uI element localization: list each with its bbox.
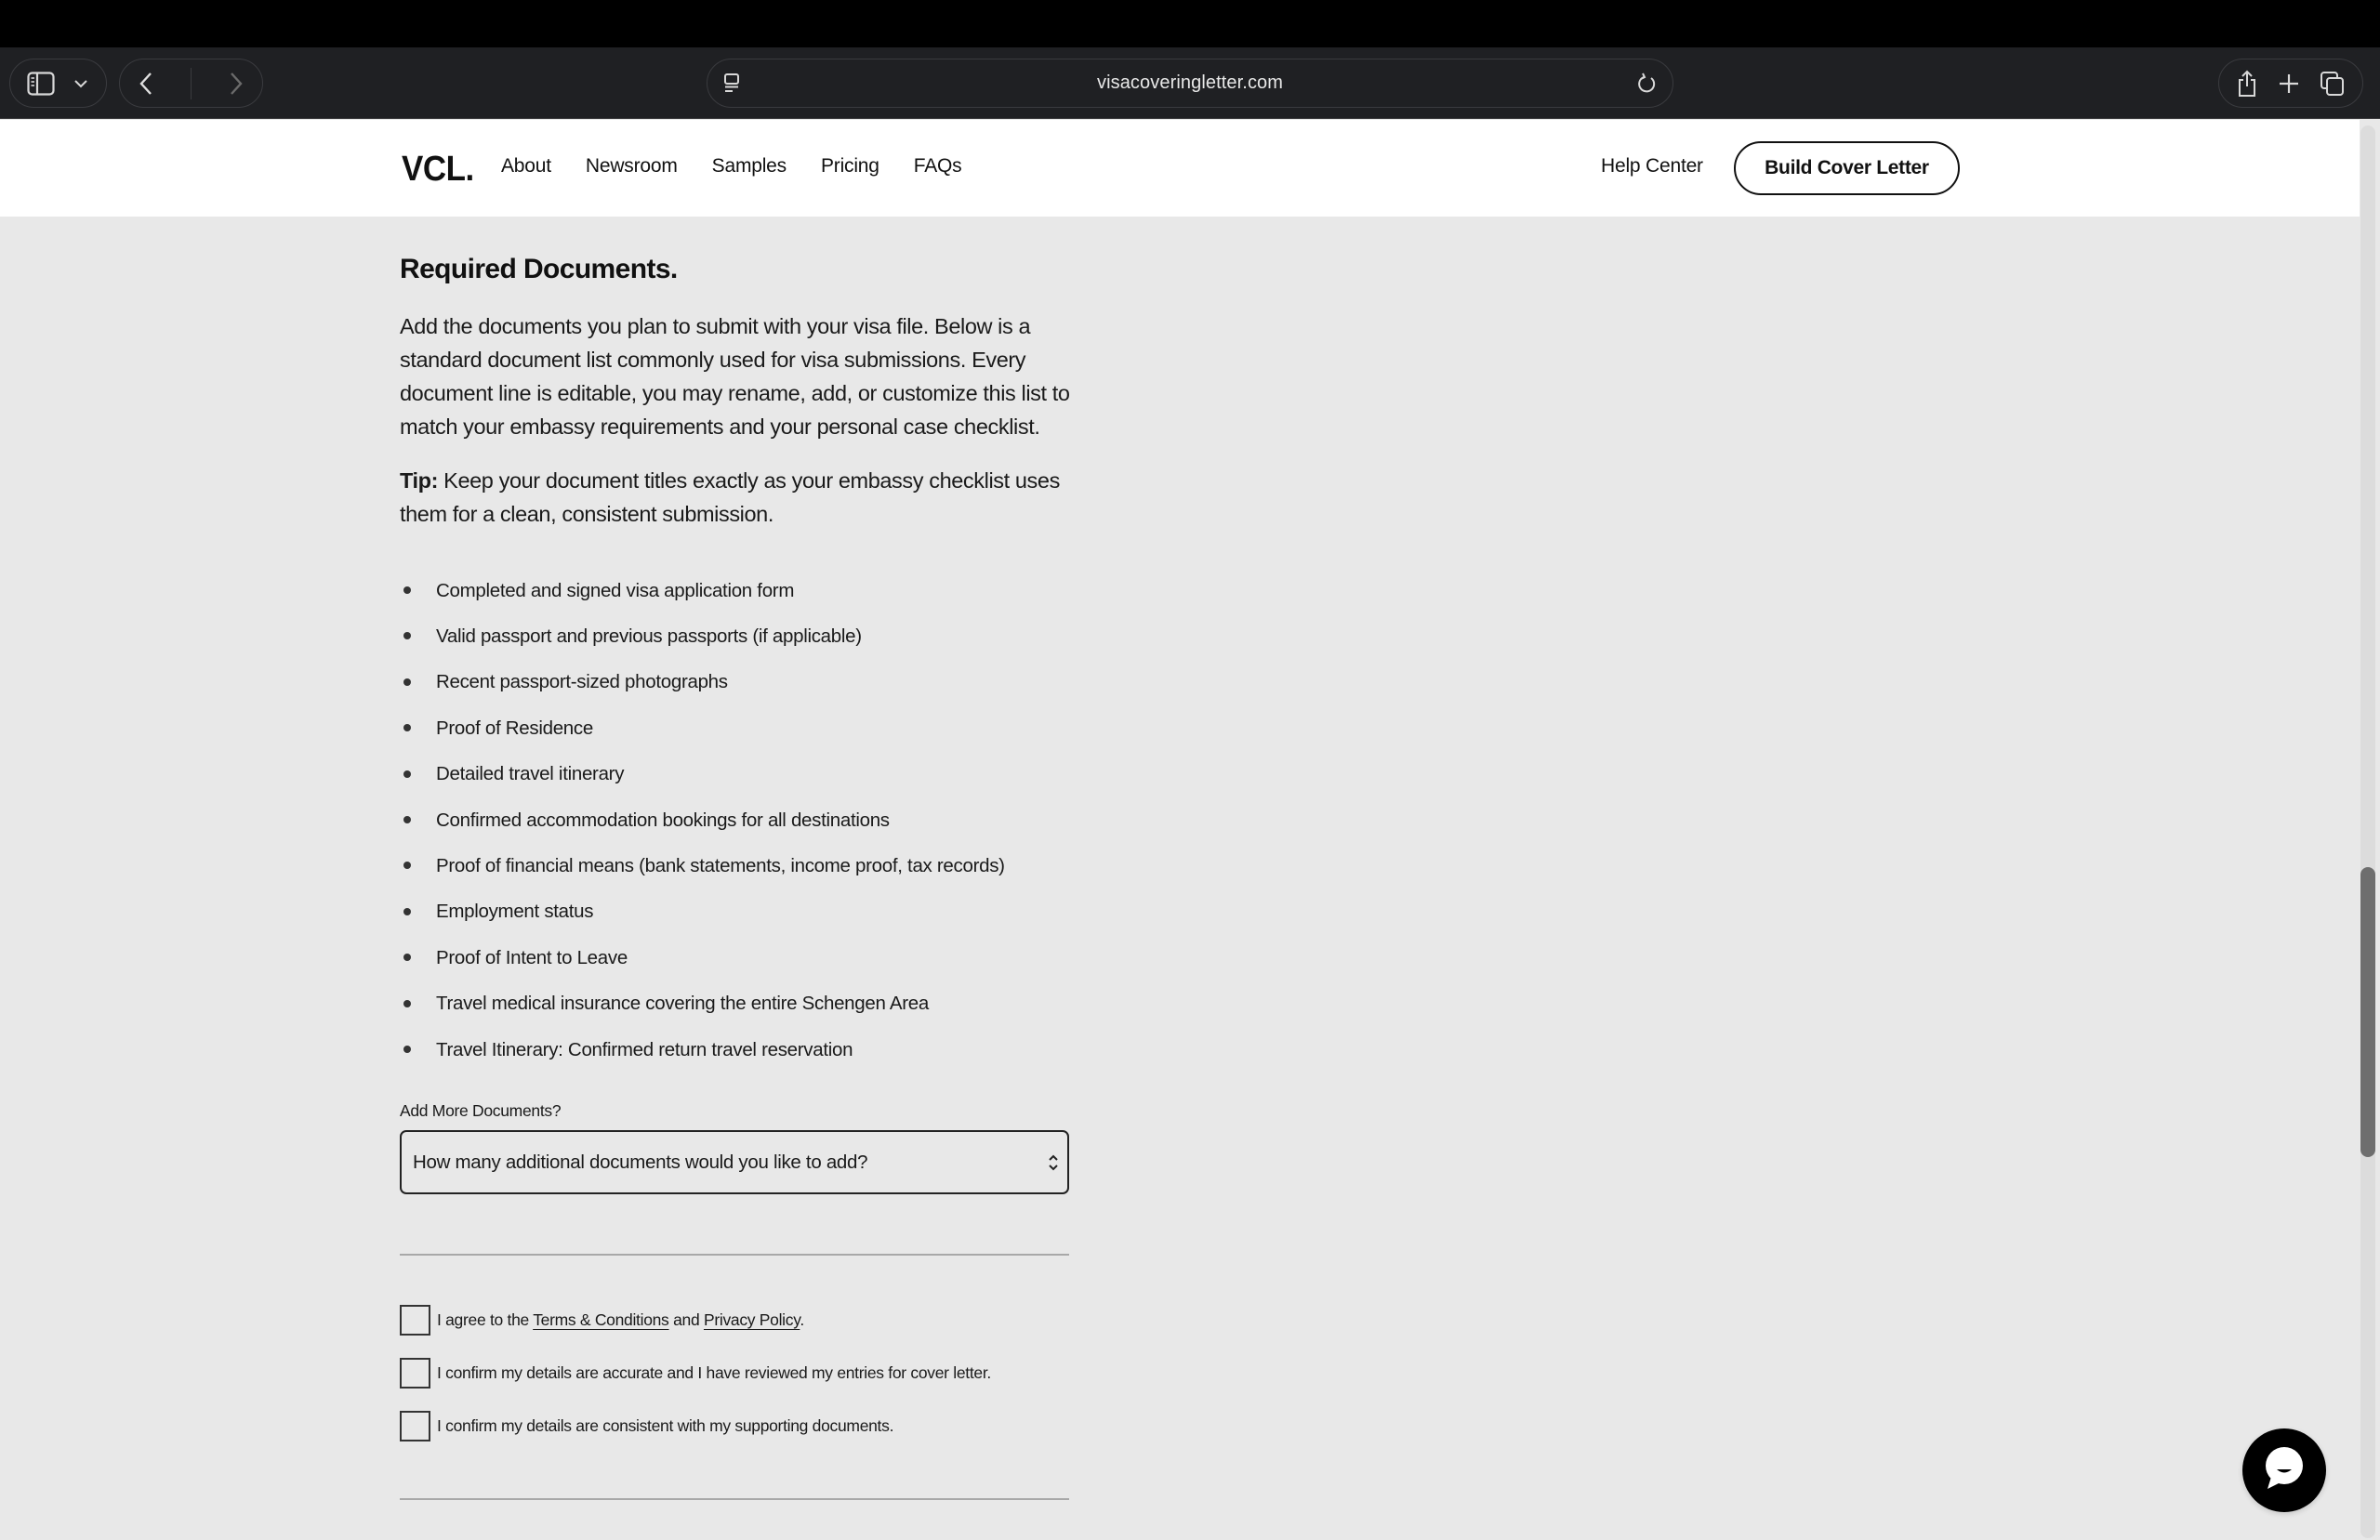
address-bar[interactable] bbox=[707, 59, 1673, 108]
consent-consistent[interactable] bbox=[400, 1411, 893, 1441]
tip-paragraph bbox=[400, 464, 1088, 531]
consistent-label: I confirm my details are consistent with my supporting documents. bbox=[437, 1416, 894, 1435]
sidebar-toggle-group[interactable] bbox=[9, 59, 107, 108]
privacy-policy-link[interactable]: Privacy Policy bbox=[703, 1310, 800, 1329]
bullet-icon bbox=[403, 816, 411, 823]
reload-icon[interactable] bbox=[1637, 72, 1658, 95]
bullet-icon bbox=[403, 1046, 411, 1053]
tab-overview-icon[interactable] bbox=[2320, 71, 2346, 97]
consent-accurate[interactable] bbox=[400, 1358, 991, 1389]
additional-documents-select[interactable] bbox=[400, 1130, 1069, 1194]
url-text: visacoveringletter.com bbox=[1096, 72, 1284, 93]
tip-text: Keep your document titles exactly as your embassy checklist uses them for a clean, consistent submission. bbox=[400, 468, 1060, 526]
share-icon[interactable] bbox=[2236, 70, 2258, 98]
nav-link-newsroom[interactable]: Newsroom bbox=[585, 155, 678, 177]
consent-terms[interactable] bbox=[400, 1305, 804, 1336]
accurate-checkbox[interactable] bbox=[400, 1358, 430, 1389]
section-divider bbox=[400, 1254, 1069, 1256]
list-item[interactable]: Recent passport-sized photographs bbox=[400, 660, 1005, 705]
nav-link-samples[interactable]: Samples bbox=[711, 155, 787, 177]
bullet-icon bbox=[403, 954, 411, 961]
select-chevron-icon bbox=[1047, 1152, 1060, 1178]
list-item[interactable]: Confirmed accommodation bookings for all destinations bbox=[400, 797, 1005, 843]
list-item[interactable]: Proof of financial means (bank statements, income proof, tax records) bbox=[400, 843, 1005, 888]
list-item[interactable]: Completed and signed visa application form bbox=[400, 568, 1005, 613]
scrollbar-thumb[interactable] bbox=[2360, 867, 2375, 1157]
main-nav bbox=[501, 155, 961, 178]
list-item[interactable]: Travel medical insurance covering the entire Schengen Area bbox=[400, 981, 1005, 1027]
chat-launcher-button[interactable] bbox=[2242, 1428, 2326, 1512]
plus-icon[interactable] bbox=[2278, 72, 2300, 95]
nav-link-faqs[interactable]: FAQs bbox=[913, 155, 962, 177]
build-cover-letter-button[interactable]: Build Cover Letter bbox=[1734, 141, 1960, 195]
add-more-documents-label: Add More Documents? bbox=[400, 1101, 562, 1120]
list-item[interactable]: Proof of Residence bbox=[400, 705, 1005, 751]
site-header bbox=[0, 120, 2360, 217]
list-item[interactable]: Proof of Intent to Leave bbox=[400, 935, 1005, 981]
select-value: How many additional documents would you like to add? bbox=[413, 1151, 868, 1173]
terms-checkbox[interactable] bbox=[400, 1305, 430, 1336]
list-item[interactable]: Valid passport and previous passports (if applicable) bbox=[400, 613, 1005, 659]
list-item[interactable]: Travel Itinerary: Confirmed return travel reservation bbox=[400, 1027, 1005, 1073]
help-center-link[interactable]: Help Center bbox=[1601, 155, 1703, 177]
section-heading: Required Documents. bbox=[400, 254, 678, 284]
section-intro: Add the documents you plan to submit with your visa file. Below is a standard document list commonly used for visa submissions. Every document line is editable, you may rename, add, or customize this list to match your embassy requirements and your personal case checklist. bbox=[400, 314, 1070, 439]
page-scrollbar[interactable] bbox=[2360, 120, 2380, 1540]
bullet-icon bbox=[403, 770, 411, 778]
history-nav-group bbox=[119, 59, 263, 108]
list-item[interactable]: Employment status bbox=[400, 889, 1005, 935]
bullet-icon bbox=[403, 1000, 411, 1007]
chat-bubble-icon bbox=[2264, 1447, 2305, 1494]
chevron-right-icon[interactable] bbox=[228, 71, 245, 97]
reader-mode-icon[interactable] bbox=[722, 72, 743, 95]
terms-label: I agree to the Terms & Conditions and Privacy Policy. bbox=[437, 1310, 804, 1329]
nav-separator bbox=[191, 68, 192, 99]
accurate-label: I confirm my details are accurate and I have reviewed my entries for cover letter. bbox=[437, 1363, 991, 1382]
chevron-down-icon[interactable] bbox=[73, 78, 88, 89]
terms-conditions-link[interactable]: Terms & Conditions bbox=[533, 1310, 669, 1329]
bullet-icon bbox=[403, 586, 411, 594]
sidebar-icon[interactable] bbox=[27, 72, 55, 96]
nav-link-about[interactable]: About bbox=[501, 155, 551, 177]
bullet-icon bbox=[403, 678, 411, 686]
bullet-icon bbox=[403, 862, 411, 869]
chevron-left-icon[interactable] bbox=[138, 71, 154, 97]
bullet-icon bbox=[403, 908, 411, 915]
document-list bbox=[400, 568, 1005, 1073]
window-actions-group bbox=[2218, 59, 2363, 108]
menu-bar-strip bbox=[0, 0, 2380, 47]
consistent-checkbox[interactable] bbox=[400, 1411, 430, 1441]
bullet-icon bbox=[403, 632, 411, 639]
site-logo[interactable]: VCL. bbox=[402, 150, 474, 189]
browser-toolbar bbox=[0, 47, 2380, 119]
tip-label: Tip: bbox=[400, 468, 439, 493]
section-divider bbox=[400, 1498, 1069, 1500]
nav-link-pricing[interactable]: Pricing bbox=[820, 155, 879, 177]
list-item[interactable]: Detailed travel itinerary bbox=[400, 752, 1005, 797]
bullet-icon bbox=[403, 724, 411, 731]
scrollbar-rail bbox=[2360, 125, 2375, 1538]
